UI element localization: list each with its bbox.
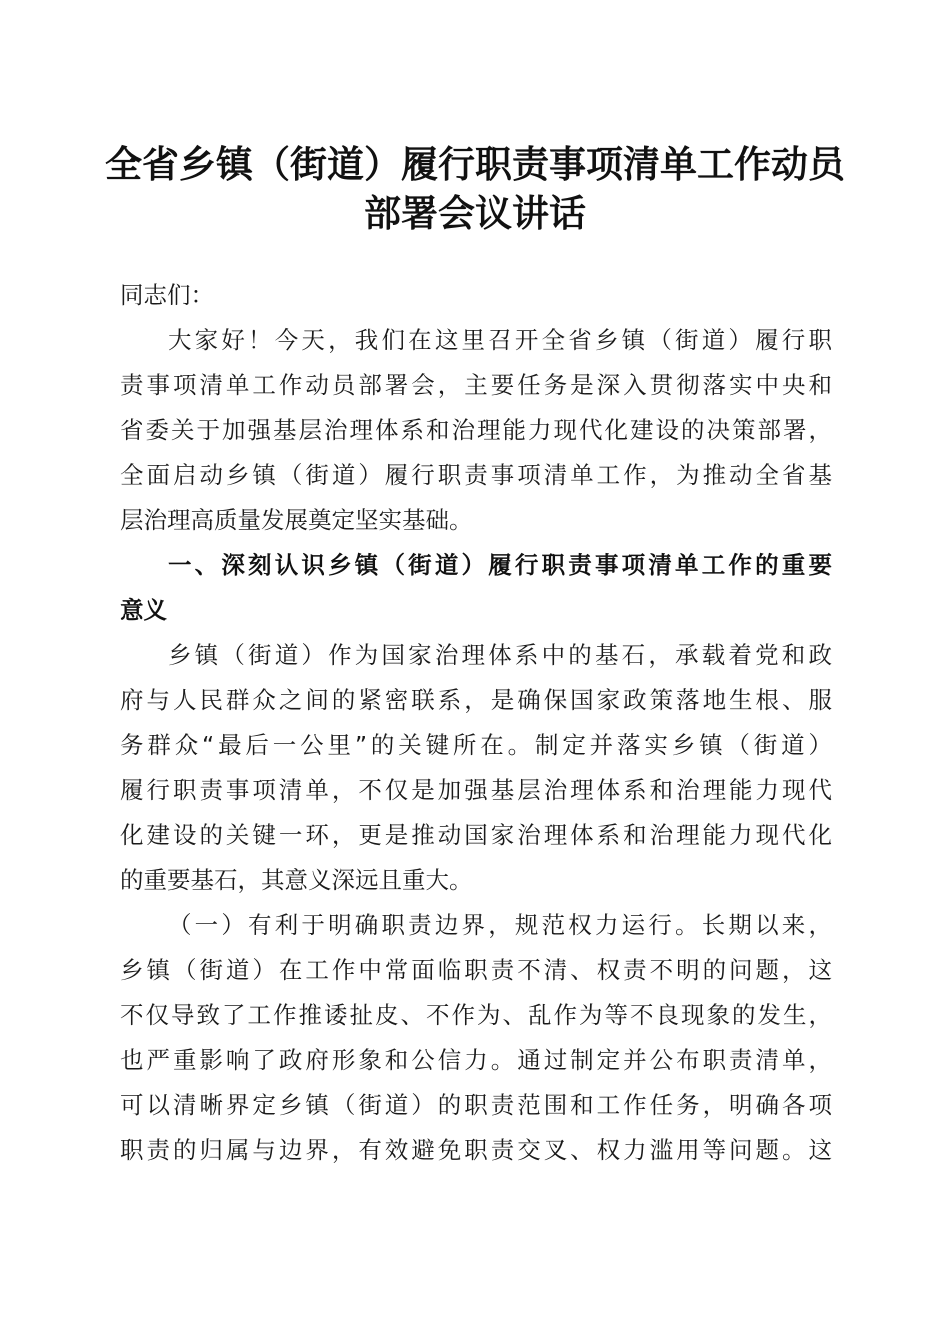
paragraph-line: 乡镇（街道）作为国家治理体系中的基石，承载着党和政	[168, 641, 832, 669]
section-heading: 一、深刻认识乡镇（街道）履行职责事项清单工作的重要	[168, 551, 832, 579]
paragraph-line: 府与人民群众之间的紧密联系，是确保国家政策落地生根、服	[120, 686, 832, 714]
subsection-line: 职责的归属与边界，有效避免职责交叉、权力滥用等问题。这	[120, 1136, 832, 1164]
subsection-line: 可以清晰界定乡镇（街道）的职责范围和工作任务，明确各项	[120, 1091, 832, 1119]
paragraph-line: 全面启动乡镇（街道）履行职责事项清单工作，为推动全省基	[120, 461, 832, 489]
paragraph-line: 大家好！今天，我们在这里召开全省乡镇（街道）履行职	[168, 326, 832, 354]
paragraph-line: 务群众“最后一公里”的关键所在。制定并落实乡镇（街道）	[120, 731, 832, 759]
paragraph-line: 责事项清单工作动员部署会，主要任务是深入贯彻落实中央和	[120, 371, 832, 399]
paragraph-line-last: 层治理高质量发展奠定坚实基础。	[120, 506, 473, 534]
subsection-line: 乡镇（街道）在工作中常面临职责不清、权责不明的问题，这	[120, 956, 832, 984]
document-title-line-2: 部署会议讲话	[364, 191, 586, 235]
subsection-line: 不仅导致了工作推诿扯皮、不作为、乱作为等不良现象的发生，	[120, 1001, 832, 1029]
section-heading-cont: 意义	[120, 596, 167, 624]
paragraph-line-last: 的重要基石，其意义深远且重大。	[120, 866, 473, 894]
paragraph-line: 履行职责事项清单，不仅是加强基层治理体系和治理能力现代	[120, 776, 832, 804]
subsection-line: （一）有利于明确职责边界，规范权力运行。长期以来，	[168, 911, 832, 939]
paragraph-line: 化建设的关键一环，更是推动国家治理体系和治理能力现代化	[120, 821, 832, 849]
salutation: 同志们：	[120, 281, 214, 309]
subsection-line: 也严重影响了政府形象和公信力。通过制定并公布职责清单，	[120, 1046, 832, 1074]
document-title-line-1: 全省乡镇（街道）履行职责事项清单工作动员	[105, 142, 845, 186]
paragraph-line: 省委关于加强基层治理体系和治理能力现代化建设的决策部署，	[120, 416, 832, 444]
